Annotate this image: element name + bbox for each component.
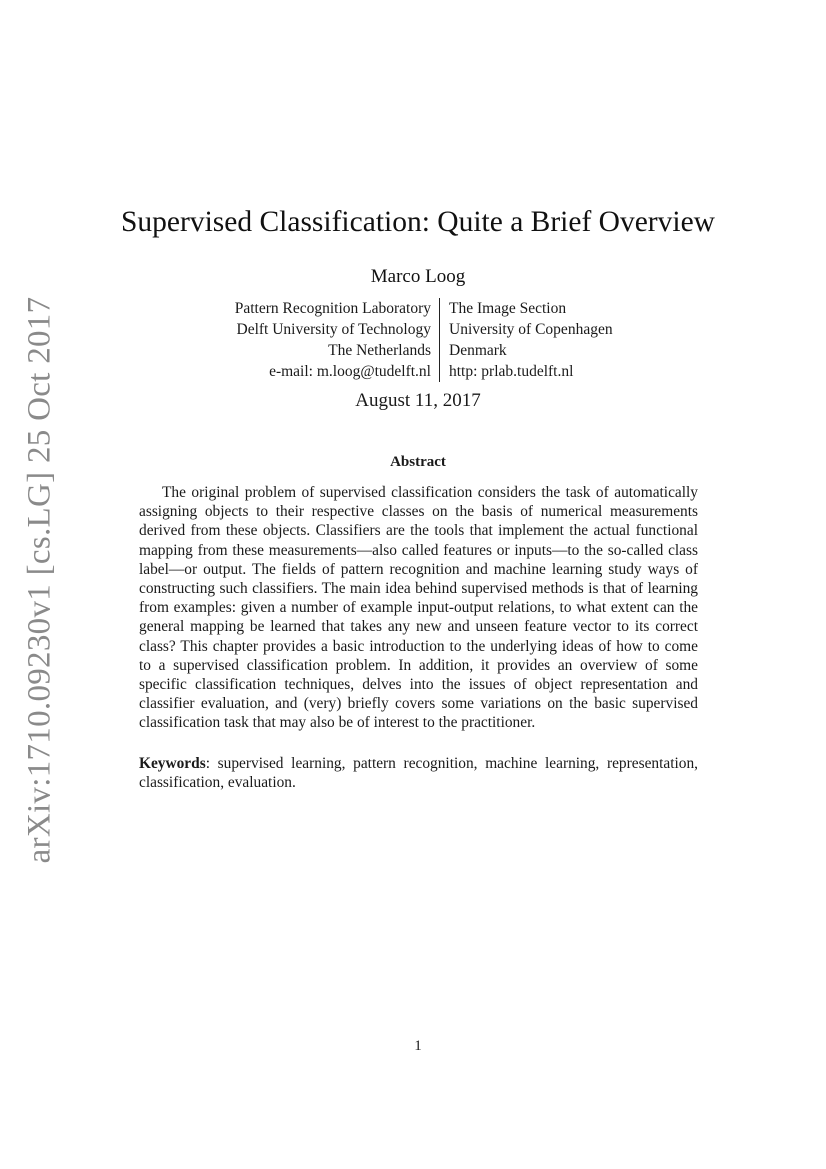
keywords-label: Keywords [139,755,206,772]
affiliation-line: University of Copenhagen [449,321,613,338]
affiliation-line: The Netherlands [328,342,431,359]
affiliation-line: Pattern Recognition Laboratory [234,300,431,317]
affiliation-line: Denmark [449,342,507,359]
affiliation-line: The Image Section [449,300,567,317]
keywords-text: : supervised learning, pattern recognition, machine learning, representation, classification, evaluation. [139,755,698,792]
arxiv-identifier-stamp [18,296,62,864]
arxiv-identifier-text: arXiv:1710.09230v1 [cs.LG] 25 Oct 2017 [21,296,58,864]
paper-title: Supervised Classification: Quite a Brief Overview [121,206,715,238]
abstract-body: The original problem of supervised classification considers the task of automatically assigning objects to their respective classes on the basis of numerical measurements derived from these objects. Classifiers are the tools that implement the actual functional mapping from these measurements—also called features or inputs—to the so-called class label—or output. The fields of pattern recognition and machine learning study ways of constructing such classifiers. The main idea behind supervised methods is that of learning from examples: given a number of example input-output relations, to what extent can the general mapping be learned that takes any new and unseen feature vector to its correct class? This chapter provides a basic introduction to the underlying ideas of how to come to a supervised classification problem. In addition, it provides an overview of some specific classification techniques, delves into the issues of object representation and classifier evaluation, and (very) briefly covers some variations on the basic supervised classification task that may also be of interest to the practitioner. [139,484,698,732]
affiliations-block [200,298,640,382]
affiliation-line: Delft University of Technology [236,321,431,338]
abstract-heading: Abstract [390,454,446,470]
paper-date: August 11, 2017 [355,390,481,411]
affiliation-secondary [440,298,613,382]
page-number: 1 [414,1038,422,1054]
author-email: e-mail: m.loog@tudelft.nl [269,363,431,380]
affiliation-primary [200,298,440,382]
author-website: http: prlab.tudelft.nl [449,363,574,380]
keywords-paragraph [139,754,698,792]
author-name: Marco Loog [370,266,466,287]
